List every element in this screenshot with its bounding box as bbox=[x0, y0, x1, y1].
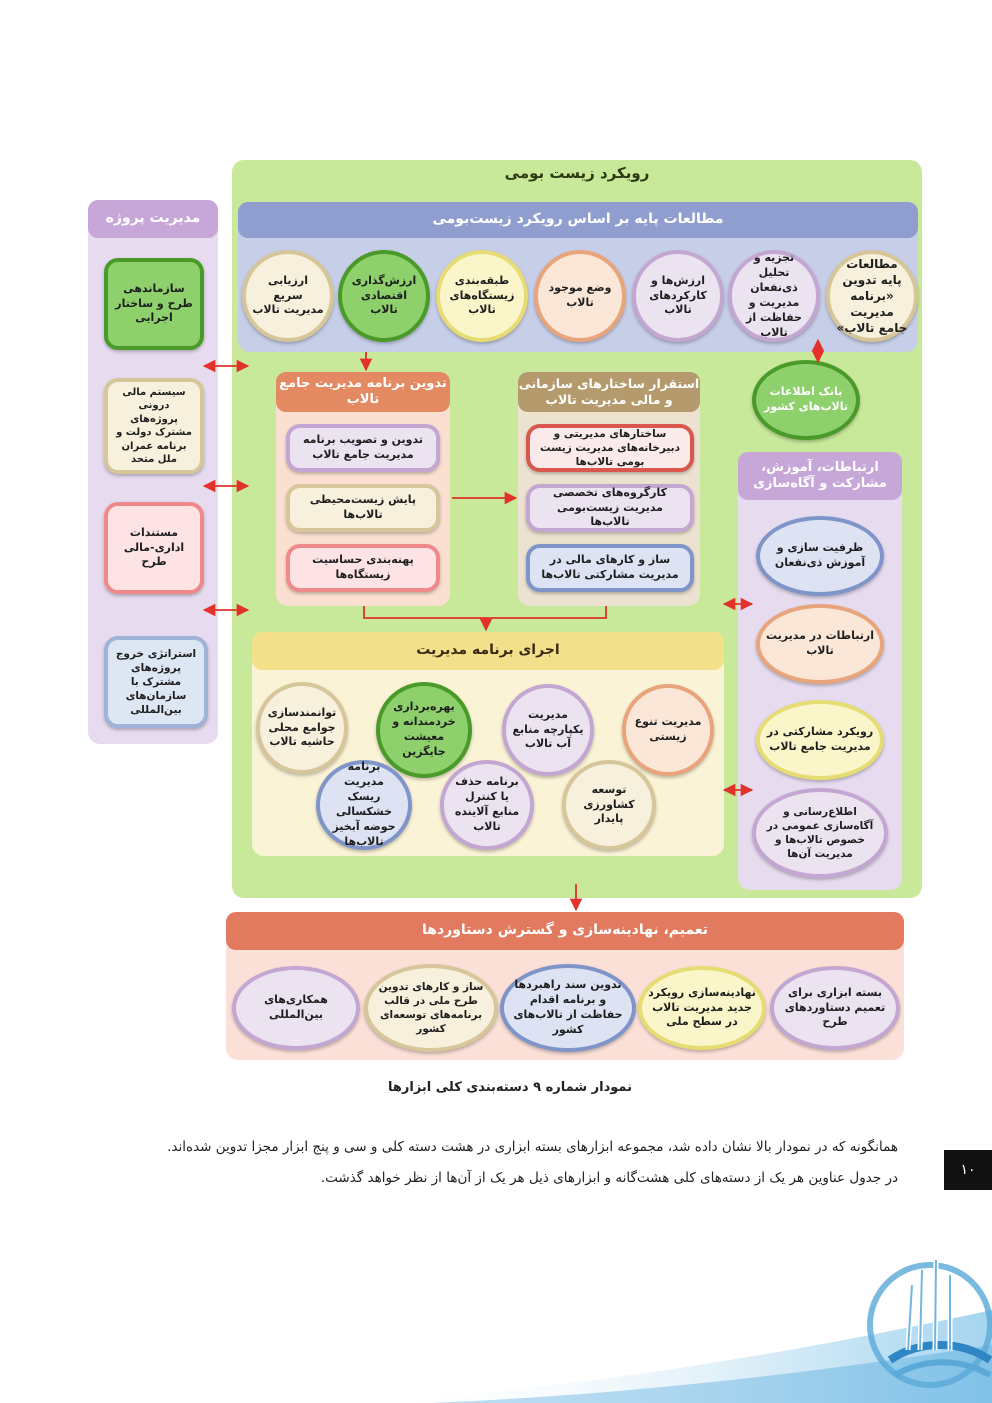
structures-header bbox=[518, 372, 700, 412]
pm-item-label: مستندات اداری-مالی طرح bbox=[123, 525, 185, 569]
diss-item-strategy-document bbox=[500, 964, 636, 1052]
baseline-item-current-status bbox=[534, 250, 626, 342]
impl-item-label: توانمندسازی جوامع محلی حاشیه تالاب bbox=[267, 705, 337, 749]
diss-item-toolkit bbox=[770, 966, 900, 1050]
project-management-header bbox=[88, 200, 218, 238]
page-number-tab bbox=[944, 1150, 992, 1190]
plan-item-label: پهنه‌بندی حساسیت زیستگاه‌ها bbox=[312, 553, 414, 581]
impl-item-label: برنامه مدیریت ریسک خشکسالی حوضه آبخیز تالاب‌ها bbox=[332, 760, 396, 848]
baseline-item-comprehensive-plan bbox=[826, 250, 918, 342]
communication-title: ارتباطات، آموزش، مشارکت و آگاه‌سازی bbox=[753, 459, 887, 491]
dissemination-header bbox=[226, 912, 904, 950]
plan-development-header bbox=[276, 372, 450, 412]
comm-item-communications bbox=[756, 604, 884, 684]
structures-item-working-groups bbox=[526, 484, 694, 532]
impl-item-sustainable-agriculture bbox=[562, 760, 656, 850]
impl-item-water-resources bbox=[502, 684, 594, 776]
plan-item-monitoring bbox=[286, 484, 440, 532]
comm-item-label: ظرفیت سازی و آموزش ذی‌نفعان bbox=[774, 541, 866, 569]
comm-item-participatory bbox=[756, 700, 884, 780]
impl-item-label: مدیریت یکپارچه منابع آب تالاب bbox=[512, 707, 584, 751]
baseline-item-values-functions bbox=[632, 250, 724, 342]
figure-caption: نمودار شماره ۹ دسته‌بندی کلی ابزارها bbox=[387, 1080, 632, 1095]
plan-development-title: تدوین برنامه مدیریت جامع تالاب bbox=[279, 375, 447, 407]
project-management-title: مدیریت پروژه bbox=[105, 210, 201, 227]
baseline-item-label: طبقه‌بندی زیستگاه‌های تالاب bbox=[449, 273, 515, 317]
impl-item-drought-risk bbox=[316, 760, 412, 850]
impl-item-pollution-control bbox=[440, 760, 534, 850]
structures-item-secretariats bbox=[526, 424, 694, 472]
baseline-item-label: ارزش‌ها و کارکردهای تالاب bbox=[649, 273, 707, 317]
diss-item-international-cooperation bbox=[232, 966, 360, 1050]
impl-item-label: بهره‌برداری خردمندانه و معیشت جایگزین bbox=[392, 700, 456, 758]
pm-item-organization bbox=[104, 258, 204, 350]
diss-item-national-plan bbox=[364, 964, 498, 1052]
comm-item-label: رویکرد مشارکتی در مدیریت جامع تالاب bbox=[766, 725, 874, 753]
implementation-header bbox=[252, 632, 724, 670]
impl-item-biodiversity bbox=[622, 684, 714, 776]
impl-item-label: برنامه حذف یا کنترل منابع آلاینده تالاب bbox=[454, 775, 520, 833]
body-text bbox=[108, 1132, 898, 1194]
pm-item-label: استراتژی خروج پروژه‌های مشترک با سازمان‌های بین‌المللی bbox=[115, 647, 197, 717]
plan-item-label: پایش زیست‌محیطی تالاب‌ها bbox=[309, 493, 417, 521]
plan-item-approval bbox=[286, 424, 440, 472]
data-bank-label: بانک اطلاعات تالاب‌های کشور bbox=[764, 385, 848, 413]
baseline-studies-header bbox=[238, 202, 918, 238]
diss-item-label: ساز و کارهای تدوین طرح ملی در قالب برنامه‌های توسعه‌ای کشور bbox=[378, 980, 484, 1036]
baseline-item-rapid-assessment bbox=[242, 250, 334, 342]
comm-item-capacity-building bbox=[756, 516, 884, 596]
impl-item-label: مدیریت تنوع زیستی bbox=[634, 715, 702, 743]
page-number: ۱۰ bbox=[960, 1162, 976, 1178]
diss-item-label: همکاری‌های بین‌المللی bbox=[264, 993, 328, 1021]
baseline-item-label: تجزیه و تحلیل ذی‌نفعان مدیریت و حفاظت از تالاب bbox=[746, 251, 802, 339]
pm-item-label: سیستم مالی درونی پروژه‌های مشترک دولت و برنامه عمران ملل متحد bbox=[116, 386, 192, 465]
pm-item-financial-system bbox=[104, 378, 204, 474]
baseline-item-stakeholders bbox=[728, 250, 820, 342]
impl-item-label: توسعه کشاورزی پایدار bbox=[583, 782, 635, 826]
structures-title: استقرار ساختارهای سازمانی و مالی مدیریت تالاب bbox=[518, 376, 700, 407]
structures-item-label: کارگروه‌های تخصصی مدیریت زیست‌بومی تالاب‌ها bbox=[553, 485, 667, 529]
diss-item-institutionalization bbox=[638, 966, 766, 1050]
baseline-item-label: ارزش‌گذاری اقتصادی تالاب bbox=[351, 273, 417, 317]
pm-item-exit-strategy bbox=[104, 636, 208, 728]
baseline-item-label: وضع موجود تالاب bbox=[548, 281, 612, 309]
baseline-item-label: مطالعات پایه تدوین «برنامه مدیریت جامع تالاب» bbox=[836, 256, 908, 336]
structures-item-financial-mechanisms bbox=[526, 544, 694, 592]
pm-item-label: سازماندهی طرح و ساختار اجرایی bbox=[115, 281, 193, 325]
baseline-item-economic-valuation bbox=[338, 250, 430, 342]
pm-item-documents bbox=[104, 502, 204, 594]
wetland-logo bbox=[850, 1240, 992, 1390]
ecosystem-approach-title: رویکرد زیست بومی bbox=[504, 164, 650, 182]
diss-item-label: نهادینه‌سازی رویکرد جدید مدیریت تالاب در سطح ملی bbox=[648, 985, 756, 1029]
comm-item-label: اطلاع‌رسانی و آگاه‌سازی عمومی در خصوص تالاب‌ها و مدیریت آن‌ها bbox=[766, 805, 874, 861]
structures-item-label: ساختارهای مدیریتی و دبیرخانه‌های مدیریت زیست بومی تالاب‌ها bbox=[539, 427, 680, 469]
plan-item-zoning bbox=[286, 544, 440, 592]
dissemination-title: تعمیم، نهادینه‌سازی و گسترش دستاوردها bbox=[421, 922, 709, 939]
communication-header bbox=[738, 452, 902, 500]
comm-item-public-awareness bbox=[752, 788, 888, 878]
diss-item-label: بسته ابزاری برای تعمیم دستاوردهای طرح bbox=[784, 985, 886, 1029]
body-paragraph-line: همانگونه که در نمودار بالا نشان داده شد، مجموعه ابزارهای بسته ابزاری در هشت دسته کلی و سی و پنج ابزار مجزا تدوین شده‌اند. bbox=[167, 1139, 898, 1155]
diss-item-label: تدوین سند راهبردها و برنامه اقدام حفاظت از تالاب‌های کشور bbox=[513, 978, 623, 1036]
body-paragraph-line: در جدول عناوین هر یک از دسته‌های کلی هشت‌گانه و ابزارهای ذیل هر یک از آن‌ها از نظر خواهد گذشت. bbox=[320, 1170, 898, 1187]
structures-item-label: ساز و کارهای مالی در مدیریت مشارکتی تالاب‌ها bbox=[541, 553, 679, 581]
baseline-studies-title: مطالعات پایه بر اساس رویکرد زیست‌بومی bbox=[432, 211, 724, 228]
comm-item-label: ارتباطات در مدیریت تالاب bbox=[766, 629, 874, 657]
baseline-item-label: ارزیابی سریع مدیریت تالاب bbox=[252, 273, 324, 317]
implementation-title: اجرای برنامه مدیریت bbox=[416, 642, 560, 659]
wetland-data-bank bbox=[752, 360, 860, 440]
plan-item-label: تدوین و تصویب برنامه مدیریت جامع تالاب bbox=[302, 433, 424, 461]
baseline-item-habitat-classification bbox=[436, 250, 528, 342]
